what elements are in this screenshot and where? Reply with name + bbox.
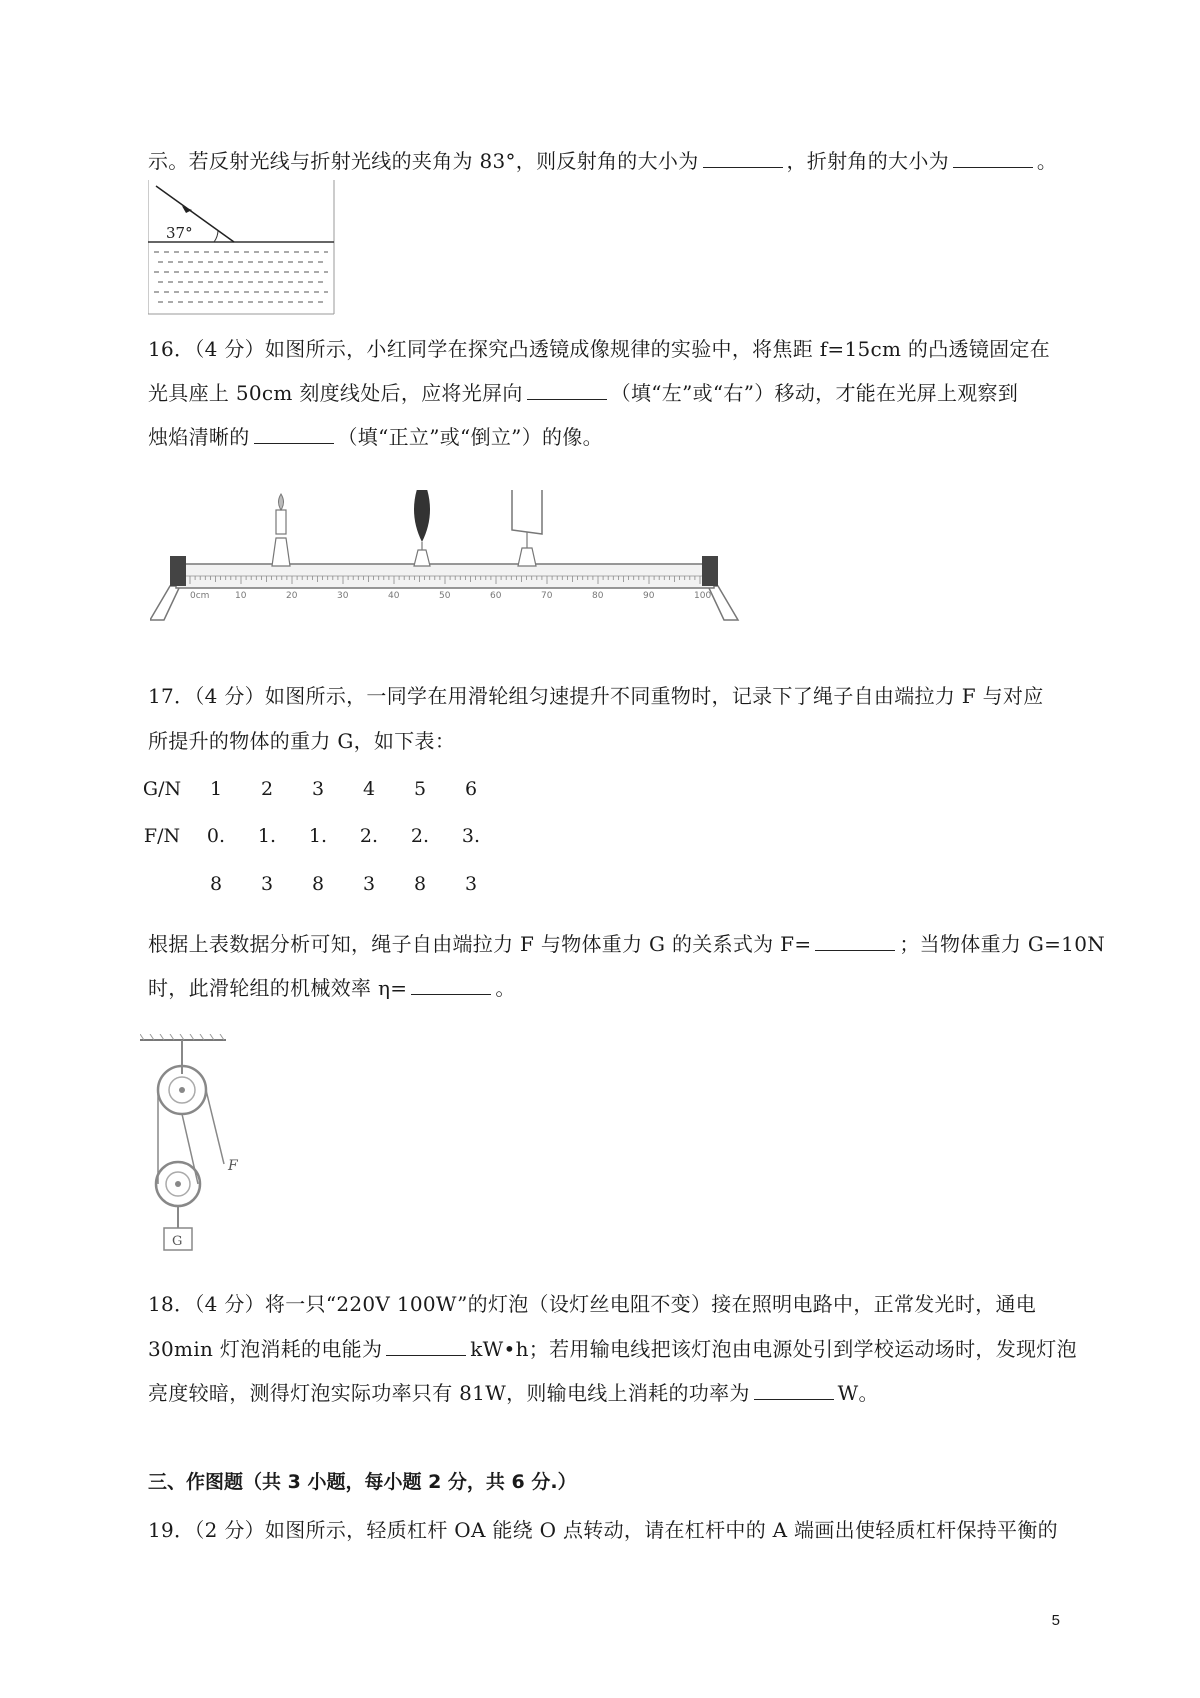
- table-cell: 1.: [308, 825, 328, 847]
- table-header-f: F/N: [143, 825, 181, 847]
- table-cell: 2.: [410, 825, 430, 847]
- q17-blank-efficiency: [411, 993, 491, 995]
- q17-line-3: [148, 928, 1105, 957]
- q16-text-3b: （填“正立”或“倒立”）的像。: [337, 425, 603, 449]
- q16-line-2: [148, 377, 1018, 406]
- q17-line-1: 17．（4 分）如图所示，一同学在用滑轮组匀速提升不同重物时，记录下了绳子自由端拉力 F 与对应: [148, 684, 1044, 708]
- q15-text-b: ，折射角的大小为: [786, 149, 949, 173]
- q17-blank-relation: [815, 949, 895, 951]
- q16-text-3a: 烛焰清晰的: [148, 425, 250, 449]
- ruler-tick-label: 60: [490, 591, 502, 601]
- q16-optical-bench-figure: [150, 490, 740, 630]
- ruler-tick-label: 10: [235, 591, 247, 601]
- q16-line-3: [148, 421, 603, 450]
- table-cell: 3: [464, 873, 478, 895]
- table-cell: 3: [362, 873, 376, 895]
- table-cell: 6: [464, 778, 478, 800]
- table-cell: 8: [209, 873, 223, 895]
- q18-line-1: 18．（4 分）将一只“220V 100W”的灯泡（设灯丝电阻不变）接在照明电路中，正常发光时，通电: [148, 1292, 1037, 1316]
- table-cell: 3: [311, 778, 325, 800]
- q17-line-2: 所提升的物体的重力 G，如下表：: [148, 729, 456, 753]
- ruler-tick-label: 20: [286, 591, 298, 601]
- section-3-heading: 三、作图题（共 3 小题，每小题 2 分，共 6 分.）: [148, 1471, 577, 1493]
- table-cell: 2.: [359, 825, 379, 847]
- ruler-tick-label: 80: [592, 591, 604, 601]
- table-cell: 1: [209, 778, 223, 800]
- ruler-tick-label: 50: [439, 591, 451, 601]
- table-cell: 3.: [461, 825, 481, 847]
- ruler-tick-label: 70: [541, 591, 553, 601]
- q16-text-2a: 光具座上 50cm 刻度线处后，应将光屏向: [148, 381, 523, 405]
- q18-blank-energy: [386, 1354, 466, 1356]
- q17-text-3a: 根据上表数据分析可知，绳子自由端拉力 F 与物体重力 G 的关系式为 F=: [148, 932, 812, 956]
- q16-line-1: 16．（4 分）如图所示，小红同学在探究凸透镜成像规律的实验中，将焦距 f=15cm 的凸透镜固定在: [148, 337, 1051, 361]
- q18-text-3a: 亮度较暗，测得灯泡实际功率只有 81W，则输电线上消耗的功率为: [148, 1381, 750, 1405]
- table-cell: 0.: [206, 825, 226, 847]
- table-cell: 4: [362, 778, 376, 800]
- q17-pulley-figure: [140, 1034, 250, 1256]
- ruler-tick-label: 30: [337, 591, 349, 601]
- q17-text-4a: 时，此滑轮组的机械效率 η=: [148, 976, 408, 1000]
- q15-blank-reflection-angle: [703, 166, 783, 168]
- table-cell: 2: [260, 778, 274, 800]
- table-cell: 1.: [257, 825, 277, 847]
- ruler-tick-label: 100: [694, 591, 712, 601]
- q17-line-4: [148, 972, 516, 1001]
- q15-text-line: [148, 145, 1057, 174]
- q18-line-3: [148, 1377, 879, 1406]
- q15-angle-label: 37°: [166, 224, 193, 242]
- q15-text-c: 。: [1036, 149, 1058, 173]
- q18-blank-line-power: [754, 1398, 834, 1400]
- ruler-tick-label: 90: [643, 591, 655, 601]
- table-cell: 5: [413, 778, 427, 800]
- q19-line-1: 19．（2 分）如图所示，轻质杠杆 OA 能绕 O 点转动，请在杠杆中的 A 端画出使轻质杠杆保持平衡的: [148, 1518, 1058, 1542]
- q18-text-3b: W。: [837, 1381, 879, 1405]
- q16-blank-image-type: [254, 442, 334, 444]
- q15-blank-refraction-angle: [953, 166, 1033, 168]
- table-header-g: G/N: [142, 778, 182, 800]
- q18-text-2b: kW•h；若用输电线把该灯泡由电源处引到学校运动场时，发现灯泡: [470, 1337, 1077, 1361]
- q16-blank-direction: [527, 398, 607, 400]
- table-cell: 3: [260, 873, 274, 895]
- ruler-tick-label: 40: [388, 591, 400, 601]
- table-cell: 8: [413, 873, 427, 895]
- q15-text-a: 示。若反射光线与折射光线的夹角为 83°，则反射角的大小为: [148, 149, 699, 173]
- q17-text-3b: ；当物体重力 G=10N: [899, 932, 1106, 956]
- table-cell: 8: [311, 873, 325, 895]
- q17-text-4b: 。: [495, 976, 516, 1000]
- q18-text-2a: 30min 灯泡消耗的电能为: [148, 1337, 383, 1361]
- q15-water-figure: [148, 180, 338, 318]
- q18-line-2: [148, 1333, 1077, 1362]
- ruler-tick-label: 0cm: [190, 591, 210, 601]
- page-number: 5: [1051, 1612, 1060, 1629]
- q17-force-label: F: [228, 1158, 238, 1174]
- q17-weight-label: G: [172, 1234, 183, 1249]
- q16-text-2b: （填“左”或“右”）移动，才能在光屏上观察到: [610, 381, 1019, 405]
